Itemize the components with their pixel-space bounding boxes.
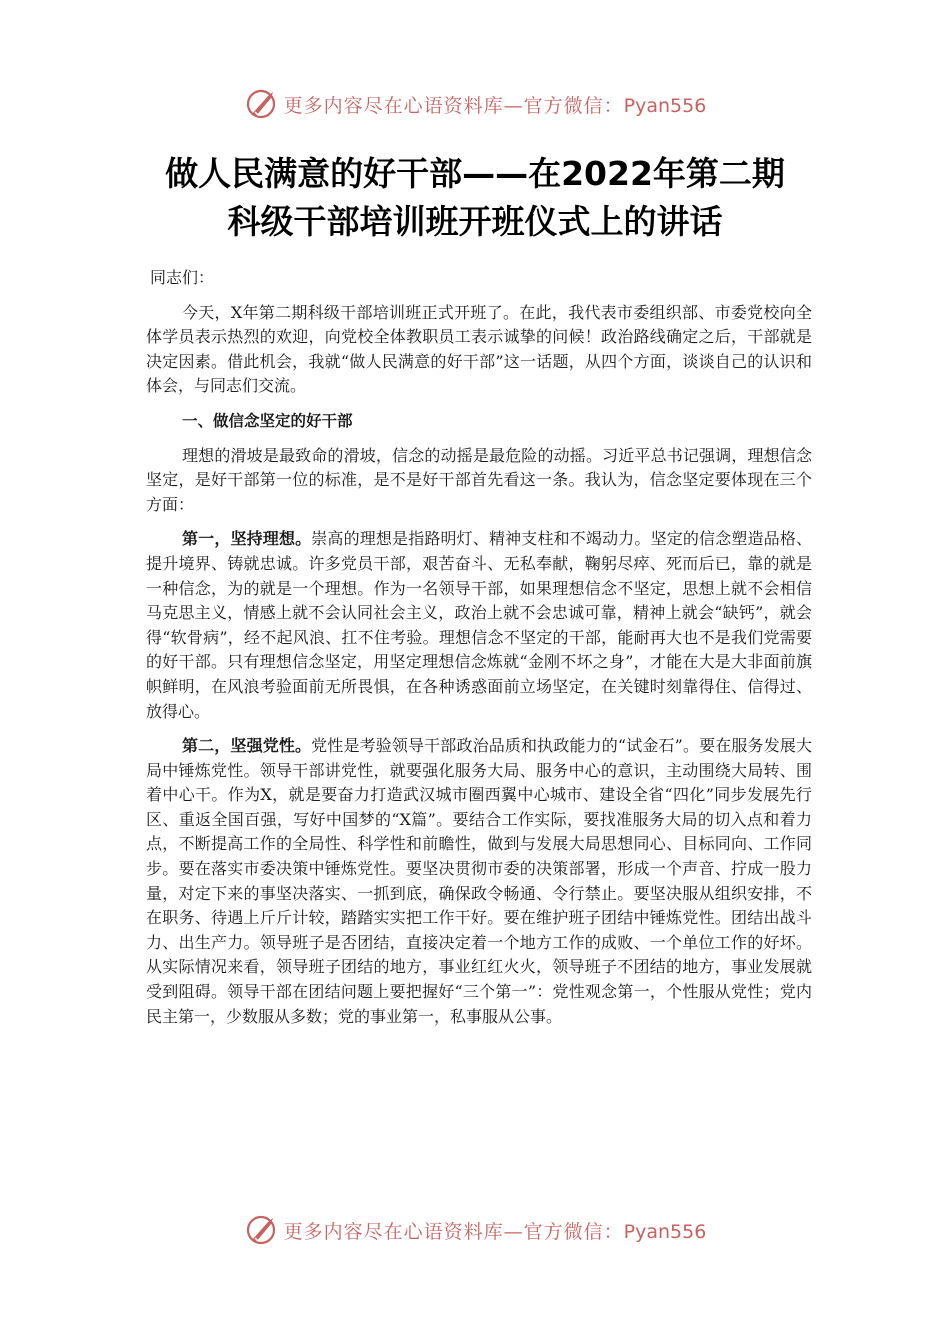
title-line-1: 做人民满意的好干部——在2022年第二期 [165,154,785,193]
point-1-body: 崇高的理想是指路明灯、精神支柱和不竭动力。坚定的信念塑造品格、提升境界、铸就忠诚。许多党员干部，艰苦奋斗、无私奉献，鞠躬尽瘁、死而后已，靠的就是一种信念，为的就是一个理想。作为一名领导干部，如果理想信念不坚定，思想上就不会相信马克思主义，情感上就不会认同社会主义，政治上就不会忠诚可靠，精神上就会“缺钙”，就会得“软骨病”，经不起风浪、扛不住考验。理想信念不坚定的干部，能耐再大也不是我们党需要的好干部。只有理想信念坚定，用坚定理想信念炼就“金刚不坏之身”，才能在大是大非面前旗帜鲜明，在风浪考验面前无所畏惧，在各种诱惑面前立场坚定，在关键时刻靠得住、信得过、放得心。 [146,529,812,721]
pen-nib-logo-icon [244,86,280,122]
point-1-paragraph [146,527,812,724]
point-2-paragraph [146,734,812,1029]
title-line-2: 科级干部培训班开班仪式上的讲话 [227,202,723,241]
pen-nib-logo-icon [244,1212,280,1248]
point-2-lead: 第二，坚强党性。 [182,736,312,756]
section-heading-1: 一、做信念坚定的好干部 [182,411,353,430]
watermark-text: 更多内容尽在心语资料库—官方微信：Pyan556 [283,1220,707,1243]
point-1-lead: 第一，坚持理想。 [182,529,312,549]
document-body [146,266,812,1039]
section1-paragraph: 理想的滑坡是最致命的滑坡，信念的动摇是最危险的动摇。习近平总书记强调，理想信念坚定，是好干部第一位的标准，是不是好干部首先看这一条。我认为，信念坚定要体现在三个方面： [146,445,812,514]
point-2-body: 党性是考验领导干部政治品质和执政能力的“试金石”。要在服务发展大局中锤炼党性。领导干部讲党性，就要强化服务大局、服务中心的意识，主动围绕大局转、围着中心干。作为X，就是要奋力打造武汉城市圈西翼中心城市、建设全省“四化”同步发展先行区、重返全国百强，写好中国梦的“X篇”。要结合工作实际，要找准服务大局的切入点和着力点，不断提高工作的全局性、科学性和前瞻性，做到与发展大局思想同心、目标同向、工作同步。要在落实市委决策中锤炼党性。要坚决贯彻市委的决策部署，形成一个声音、拧成一股力量，对定下来的事坚决落实、一抓到底，确保政令畅通、令行禁止。要坚决服从组织安排，不在职务、待遇上斤斤计较，踏踏实实把工作干好。要在维护班子团结中锤炼党性。团结出战斗力、出生产力。领导班子是否团结，直接决定着一个地方工作的成败、一个单位工作的好坏。从实际情况来看，领导班子团结的地方，事业红红火火，领导班子不团结的地方，事业发展就受到阻碍。领导干部在团结问题上要把握好“三个第一”：党性观念第一，个性服从党性；党内民主第一，少数服从多数；党的事业第一，私事服从公事。 [146,736,812,1026]
watermark-banner-bottom [0,1210,950,1250]
watermark-banner-top [0,84,950,124]
watermark-text: 更多内容尽在心语资料库—官方微信：Pyan556 [283,94,707,117]
page-title [0,150,950,246]
greeting: 同志们： [150,268,215,287]
intro-paragraph: 今天，X年第二期科级干部培训班正式开班了。在此，我代表市委组织部、市委党校向全体学员表示热烈的欢迎，向党校全体教职员工表示诚挚的问候！政治路线确定之后，干部就是决定因素。借此机会，我就“做人民满意的好干部”这一话题，从四个方面，谈谈自己的认识和体会，与同志们交流。 [146,302,812,396]
